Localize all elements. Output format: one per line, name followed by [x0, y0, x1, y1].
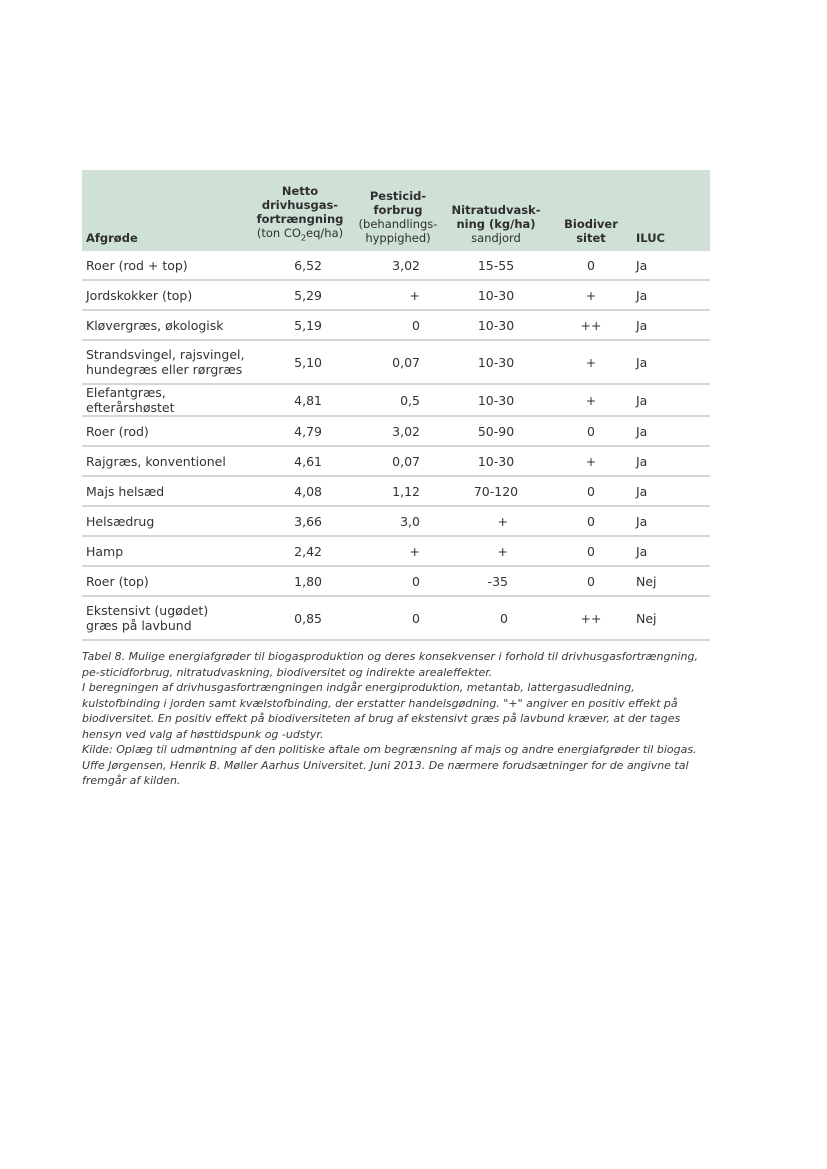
header-iluc: ILUC [636, 231, 665, 245]
cell-iluc: Ja [636, 280, 710, 310]
cell-net: 5,10 [250, 340, 350, 384]
header-bio-line1: Biodiver [564, 217, 618, 231]
cell-biodiversity: 0 [546, 506, 636, 536]
header-nit-line1: Nitratudvask- [451, 203, 541, 217]
table-row [82, 476, 710, 506]
cell-pesticide: 0,07 [350, 446, 446, 476]
cell-pesticide: 1,12 [350, 476, 446, 506]
header-net-unit-post: eq/ha) [306, 225, 344, 240]
cell-nitrate: 50-90 [446, 416, 546, 446]
cell-nitrate: 10-30 [446, 310, 546, 340]
cell-crop: Roer (rod + top) [82, 251, 250, 280]
cell-pesticide: 3,02 [350, 416, 446, 446]
header-pest-line4: hyppighed) [365, 231, 431, 245]
cell-pesticide: 3,02 [350, 251, 446, 280]
header-net-unit-sub: 2 [300, 233, 307, 242]
cell-crop-line1: Strandsvingel, rajsvingel, [86, 347, 245, 362]
header-biodiversity [546, 170, 636, 251]
header-pest-line1: Pesticid- [369, 189, 427, 203]
cell-crop-line1: Ekstensivt (ugødet) [86, 603, 209, 618]
cell-iluc: Ja [636, 476, 710, 506]
cell-net: 2,42 [250, 536, 350, 566]
cell-iluc: Nej [636, 596, 710, 640]
cell-nitrate: 10-30 [446, 384, 546, 416]
header-nitrate [446, 170, 546, 251]
table-row [82, 340, 710, 384]
cell-pesticide: 3,0 [350, 506, 446, 536]
table-row [82, 566, 710, 596]
cell-pesticide: 0 [350, 566, 446, 596]
cell-crop-line2: græs på lavbund [86, 618, 192, 633]
cell-pesticide: + [350, 536, 446, 566]
caption-title: Tabel 8. Mulige energiafgrøder til biogasproduktion og deres konsekvenser i forhold til drivhusgasfortrængning, pe-sticidforbrug, nitratudvaskning, biodiversitet og indirekte arealeffekter. [82, 650, 698, 679]
cell-net: 5,29 [250, 280, 350, 310]
cell-iluc: Ja [636, 340, 710, 384]
cell-iluc: Nej [636, 566, 710, 596]
header-bio-line2: sitet [576, 231, 606, 245]
table-row [82, 251, 710, 280]
cell-crop: Majs helsæd [82, 476, 250, 506]
cell-iluc: Ja [636, 384, 710, 416]
cell-crop: Kløvergræs, økologisk [82, 310, 250, 340]
header-nit-line2: ning (kg/ha) [456, 217, 536, 231]
cell-net: 5,19 [250, 310, 350, 340]
cell-pesticide: 0,07 [350, 340, 446, 384]
cell-biodiversity: 0 [546, 476, 636, 506]
caption-source: Kilde: Oplæg til udmøntning af den politiske aftale om begrænsning af majs og andre energiafgrøder til biogas. Uffe Jørgensen, Henrik B. Møller Aarhus Universitet. Juni 2013. De nærmere forudsætninger for de angivne tal fremgår af kilden. [82, 743, 697, 787]
cell-iluc: Ja [636, 536, 710, 566]
energy-crops-table [82, 170, 710, 641]
cell-crop: Rajgræs, konventionel [82, 446, 250, 476]
cell-iluc: Ja [636, 310, 710, 340]
table-row [82, 536, 710, 566]
cell-net: 1,80 [250, 566, 350, 596]
cell-crop: Roer (rod) [82, 416, 250, 446]
header-net-line1: Netto [281, 183, 319, 198]
document [82, 170, 710, 789]
cell-crop [82, 340, 250, 384]
header-net-unit-pre: (ton CO [256, 225, 301, 240]
table-header-row [82, 170, 710, 251]
cell-nitrate: 10-30 [446, 280, 546, 310]
cell-nitrate: 0 [446, 596, 546, 640]
cell-biodiversity: + [546, 384, 636, 416]
header-net-unit [257, 226, 343, 240]
cell-net: 0,85 [250, 596, 350, 640]
table-row [82, 506, 710, 536]
table-caption [82, 649, 710, 789]
cell-nitrate: 70-120 [446, 476, 546, 506]
table-row [82, 310, 710, 340]
cell-net: 3,66 [250, 506, 350, 536]
cell-iluc: Ja [636, 416, 710, 446]
header-pest-line3: (behandlings- [358, 217, 438, 231]
cell-net: 4,81 [250, 384, 350, 416]
table-row [82, 416, 710, 446]
cell-crop: Roer (top) [82, 566, 250, 596]
cell-nitrate: 10-30 [446, 340, 546, 384]
cell-net: 4,79 [250, 416, 350, 446]
cell-nitrate: + [446, 506, 546, 536]
table-row [82, 280, 710, 310]
cell-crop: Helsædrug [82, 506, 250, 536]
cell-crop [82, 596, 250, 640]
cell-net: 6,52 [250, 251, 350, 280]
cell-iluc: Ja [636, 446, 710, 476]
cell-crop: Hamp [82, 536, 250, 566]
cell-biodiversity: ++ [546, 310, 636, 340]
header-pesticide [350, 170, 446, 251]
cell-nitrate: + [446, 536, 546, 566]
cell-crop: Jordskokker (top) [82, 280, 250, 310]
cell-biodiversity: 0 [546, 566, 636, 596]
cell-biodiversity: 0 [546, 416, 636, 446]
header-pest-line2: forbrug [373, 203, 423, 217]
table-row [82, 446, 710, 476]
cell-nitrate: 15-55 [446, 251, 546, 280]
header-net-line2: drivhusgas- [261, 197, 339, 212]
cell-nitrate: 10-30 [446, 446, 546, 476]
header-net-line3: fortrængning [256, 211, 344, 226]
cell-net: 4,08 [250, 476, 350, 506]
cell-iluc: Ja [636, 251, 710, 280]
cell-crop-line2: hundegræs eller rørgræs [86, 362, 243, 377]
cell-biodiversity: 0 [546, 536, 636, 566]
table-row [82, 596, 710, 640]
caption-method: I beregningen af drivhusgasfortrængningen indgår energiproduktion, metantab, lattergasudledning, kulstofbinding i jorden samt kvælstofbinding, der erstatter handelsgødning. "+" angiver en positiv effekt på biodiversitet. En positiv effekt på biodiversiteten af brug af ekstensivt græs på lavbund kræver, at der tages hensyn ved valg af høsttidspunk og -udstyr. [82, 681, 681, 741]
header-net-displacement [250, 170, 350, 251]
table-row [82, 384, 710, 416]
cell-biodiversity: ++ [546, 596, 636, 640]
cell-pesticide: 0 [350, 596, 446, 640]
header-crop: Afgrøde [86, 231, 138, 245]
header-nit-line3: sandjord [471, 231, 521, 245]
cell-nitrate: -35 [446, 566, 546, 596]
cell-pesticide: 0,5 [350, 384, 446, 416]
cell-pesticide: + [350, 280, 446, 310]
cell-net: 4,61 [250, 446, 350, 476]
cell-biodiversity: + [546, 340, 636, 384]
cell-pesticide: 0 [350, 310, 446, 340]
cell-crop: Elefantgræs, efterårshøstet [82, 384, 250, 416]
cell-iluc: Ja [636, 506, 710, 536]
cell-biodiversity: + [546, 446, 636, 476]
cell-biodiversity: 0 [546, 251, 636, 280]
cell-biodiversity: + [546, 280, 636, 310]
